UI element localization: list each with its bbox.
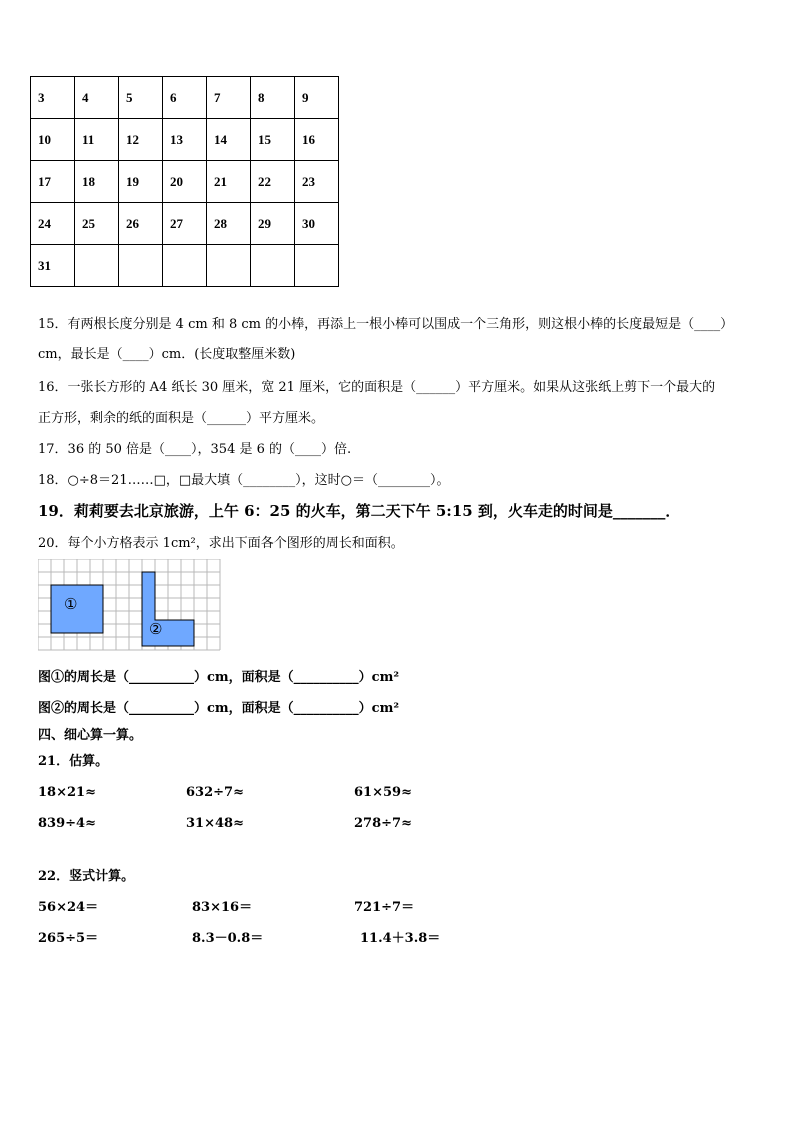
question-16-line-1: 16．一张长方形的 A4 纸长 30 厘米，宽 21 厘米，它的面积是（______）平方厘米。如果从这张纸上剪下一个最大的 <box>38 380 716 395</box>
calendar-row <box>31 119 339 161</box>
calc-item: 56×24＝ <box>38 900 99 915</box>
calendar-cell: 14 <box>207 119 251 161</box>
calendar-cell <box>75 245 119 287</box>
calendar-cell: 26 <box>119 203 163 245</box>
calendar-cell: 25 <box>75 203 119 245</box>
question-15-line-2: cm，最长是（____）cm．(长度取整厘米数) <box>38 347 296 362</box>
calendar-cell: 10 <box>31 119 75 161</box>
calendar-cell: 3 <box>31 77 75 119</box>
calc-item: 8.3－0.8＝ <box>192 931 264 946</box>
calendar-table <box>30 76 339 287</box>
question-15-line-1: 15．有两根长度分别是 4 cm 和 8 cm 的小棒，再添上一根小棒可以围成一个三角形，则这根小棒的长度最短是（____） <box>38 317 734 332</box>
question-16-line-2: 正方形，剩余的纸的面积是（______）平方厘米。 <box>38 411 325 426</box>
calendar-cell: 16 <box>295 119 339 161</box>
calendar-cell <box>119 245 163 287</box>
calendar-cell: 29 <box>251 203 295 245</box>
calendar-cell: 5 <box>119 77 163 119</box>
calendar-cell: 31 <box>31 245 75 287</box>
calendar-row <box>31 245 339 287</box>
calc-item: 11.4＋3.8＝ <box>360 931 441 946</box>
shape-1-answer: 图①的周长是（__________）cm，面积是（__________）cm² <box>38 670 400 685</box>
section-4-heading: 四、细心算一算。 <box>38 728 143 743</box>
calendar-cell: 12 <box>119 119 163 161</box>
calendar-cell: 15 <box>251 119 295 161</box>
calendar-cell <box>163 245 207 287</box>
calendar-cell: 21 <box>207 161 251 203</box>
estimate-item: 632÷7≈ <box>186 785 244 800</box>
calendar-cell: 19 <box>119 161 163 203</box>
calendar-row <box>31 203 339 245</box>
question-19: 19．莉莉要去北京旅游，上午 6：25 的火车，第二天下午 5:15 到，火车走的时间是_______． <box>38 502 681 520</box>
calendar-cell: 17 <box>31 161 75 203</box>
calendar-cell: 22 <box>251 161 295 203</box>
calendar-cell: 9 <box>295 77 339 119</box>
calc-item: 265÷5＝ <box>38 931 99 946</box>
calc-item: 721÷7＝ <box>354 900 415 915</box>
calendar-row <box>31 77 339 119</box>
calendar-cell: 4 <box>75 77 119 119</box>
calendar-cell: 18 <box>75 161 119 203</box>
calendar-cell: 30 <box>295 203 339 245</box>
calendar-cell: 7 <box>207 77 251 119</box>
shape-1-label: ① <box>64 597 78 613</box>
calendar-cell: 23 <box>295 161 339 203</box>
shape-2-label: ② <box>149 622 163 638</box>
question-17: 17．36 的 50 倍是（____），354 是 6 的（____）倍. <box>38 442 352 457</box>
grid-figure <box>38 559 222 665</box>
estimate-item: 278÷7≈ <box>354 816 412 831</box>
shape-2-answer: 图②的周长是（__________）cm，面积是（__________）cm² <box>38 701 400 716</box>
question-22-title: 22．竖式计算。 <box>38 869 135 884</box>
calendar-cell <box>251 245 295 287</box>
calendar-cell <box>207 245 251 287</box>
calc-item: 83×16＝ <box>192 900 253 915</box>
calendar-row <box>31 161 339 203</box>
calendar-cell <box>295 245 339 287</box>
estimate-item: 31×48≈ <box>186 816 244 831</box>
question-18: 18．○÷8＝21……□，□最大填（________），这时○＝（________）。 <box>38 473 450 488</box>
calendar-cell: 8 <box>251 77 295 119</box>
calendar-cell: 20 <box>163 161 207 203</box>
question-20-prompt: 20．每个小方格表示 1cm²，求出下面各个图形的周长和面积。 <box>38 536 404 551</box>
calendar-cell: 28 <box>207 203 251 245</box>
calendar-cell: 24 <box>31 203 75 245</box>
question-21-title: 21．估算。 <box>38 754 109 769</box>
estimate-item: 839÷4≈ <box>38 816 96 831</box>
calendar-cell: 13 <box>163 119 207 161</box>
estimate-item: 61×59≈ <box>354 785 412 800</box>
calendar-cell: 27 <box>163 203 207 245</box>
estimate-item: 18×21≈ <box>38 785 96 800</box>
calendar-cell: 6 <box>163 77 207 119</box>
calendar-cell: 11 <box>75 119 119 161</box>
